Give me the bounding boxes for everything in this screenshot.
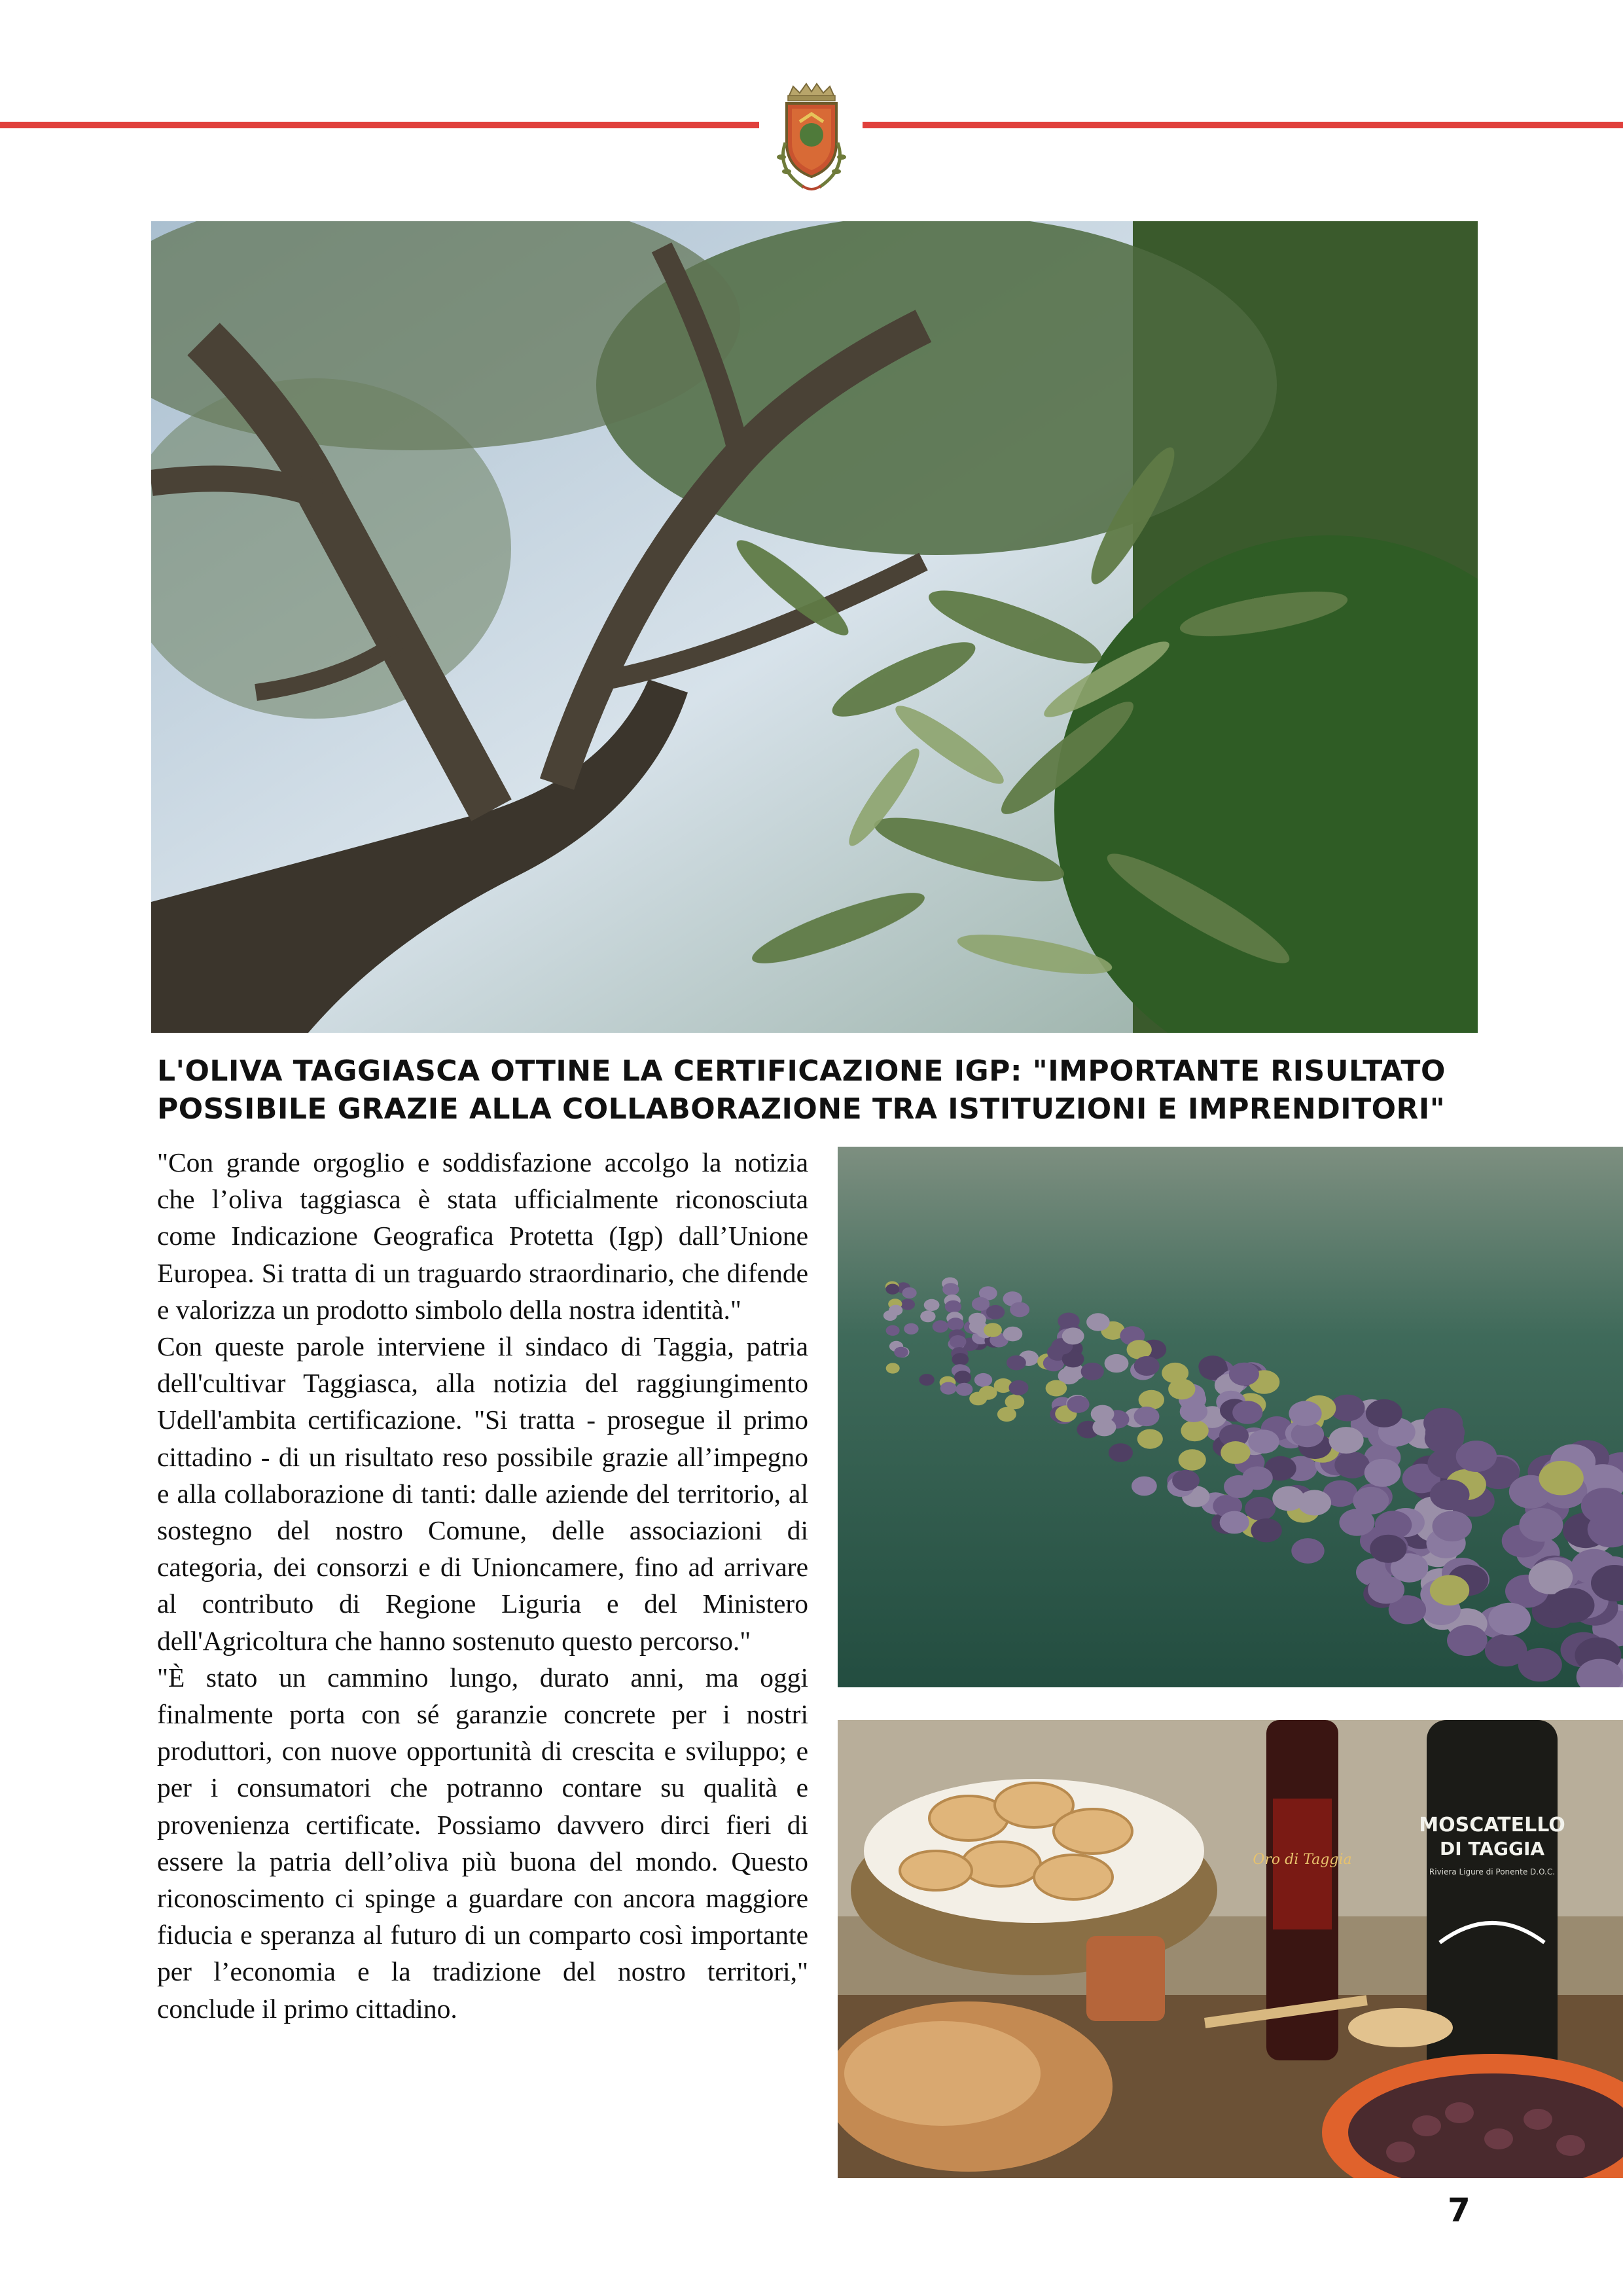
bottle-label-line-2: DI TAGGIA	[1439, 1838, 1545, 1859]
header-rule-left	[0, 122, 759, 128]
coat-of-arms-icon	[766, 77, 857, 195]
article-body	[157, 1144, 808, 2027]
article-paragraph-1: "Con grande orgoglio e soddisfazione accolgo la notizia che l’oliva taggiasca è stata ufficialmente riconosciuta come Indicazione Geografica Protetta (Igp) dall’Unione Europea. Si tratta di un traguardo straordinario, che difende e valorizza un prodotto simbolo della nostra identità."	[157, 1147, 808, 1325]
page-number: 7	[1448, 2191, 1471, 2229]
article-headline	[157, 1052, 1492, 1128]
bread-wine-olives-photo	[838, 1720, 1623, 2178]
olives-on-net-photo	[838, 1147, 1623, 1687]
header-rule-right	[863, 122, 1623, 128]
headline-line-1: L'OLIVA TAGGIASCA OTTINE LA CERTIFICAZIONE IGP: "IMPORTANTE RISULTATO	[157, 1054, 1446, 1088]
headline-line-2: POSSIBILE GRAZIE ALLA COLLABORAZIONE TRA ISTITUZIONI E IMPRENDITORI"	[157, 1092, 1446, 1126]
bottle-label-line-3: Riviera Ligure di Ponente D.O.C.	[1429, 1867, 1556, 1876]
bottle-script-label: Oro di Taggia	[1253, 1852, 1352, 1868]
article-paragraph-3: "È stato un cammino lungo, durato anni, ma oggi finalmente porta con sé garanzie concrete per i nostri produttori, con nuove opportunità di crescita e sviluppo; e per i consumatori che potranno contare su qualità e provenienza certificate. Possiamo davvero dirci fieri di essere la patria dell’oliva più buona del mondo. Questo riconoscimento ci spinge a guardare con ancora maggiore fiducia e speranza al futuro di un comparto così importante per l’economia e la tradizione del nostro territori," conclude il primo cittadino.	[157, 1662, 808, 2024]
bottle-label-line-1: MOSCATELLO	[1419, 1814, 1565, 1837]
olive-tree-photo	[151, 221, 1478, 1033]
article-paragraph-2: Con queste parole interviene il sindaco di Taggia, patria dell'cultivar Taggiasca, alla notizia del raggiungimento Udell'ambita certificazione. "Si tratta - prosegue il primo cittadino - di un risultato reso possibile grazie all’impegno e alla collaborazione di tanti: dalle aziende del territorio, al sostegno del nostro Comune, delle associazioni di categoria, dei consorzi e di Unioncamere, fino ad arrivare al contributo di Regione Liguria e del Ministero dell'Agricoltura che hanno sostenuto questo percorso."	[157, 1331, 808, 1656]
